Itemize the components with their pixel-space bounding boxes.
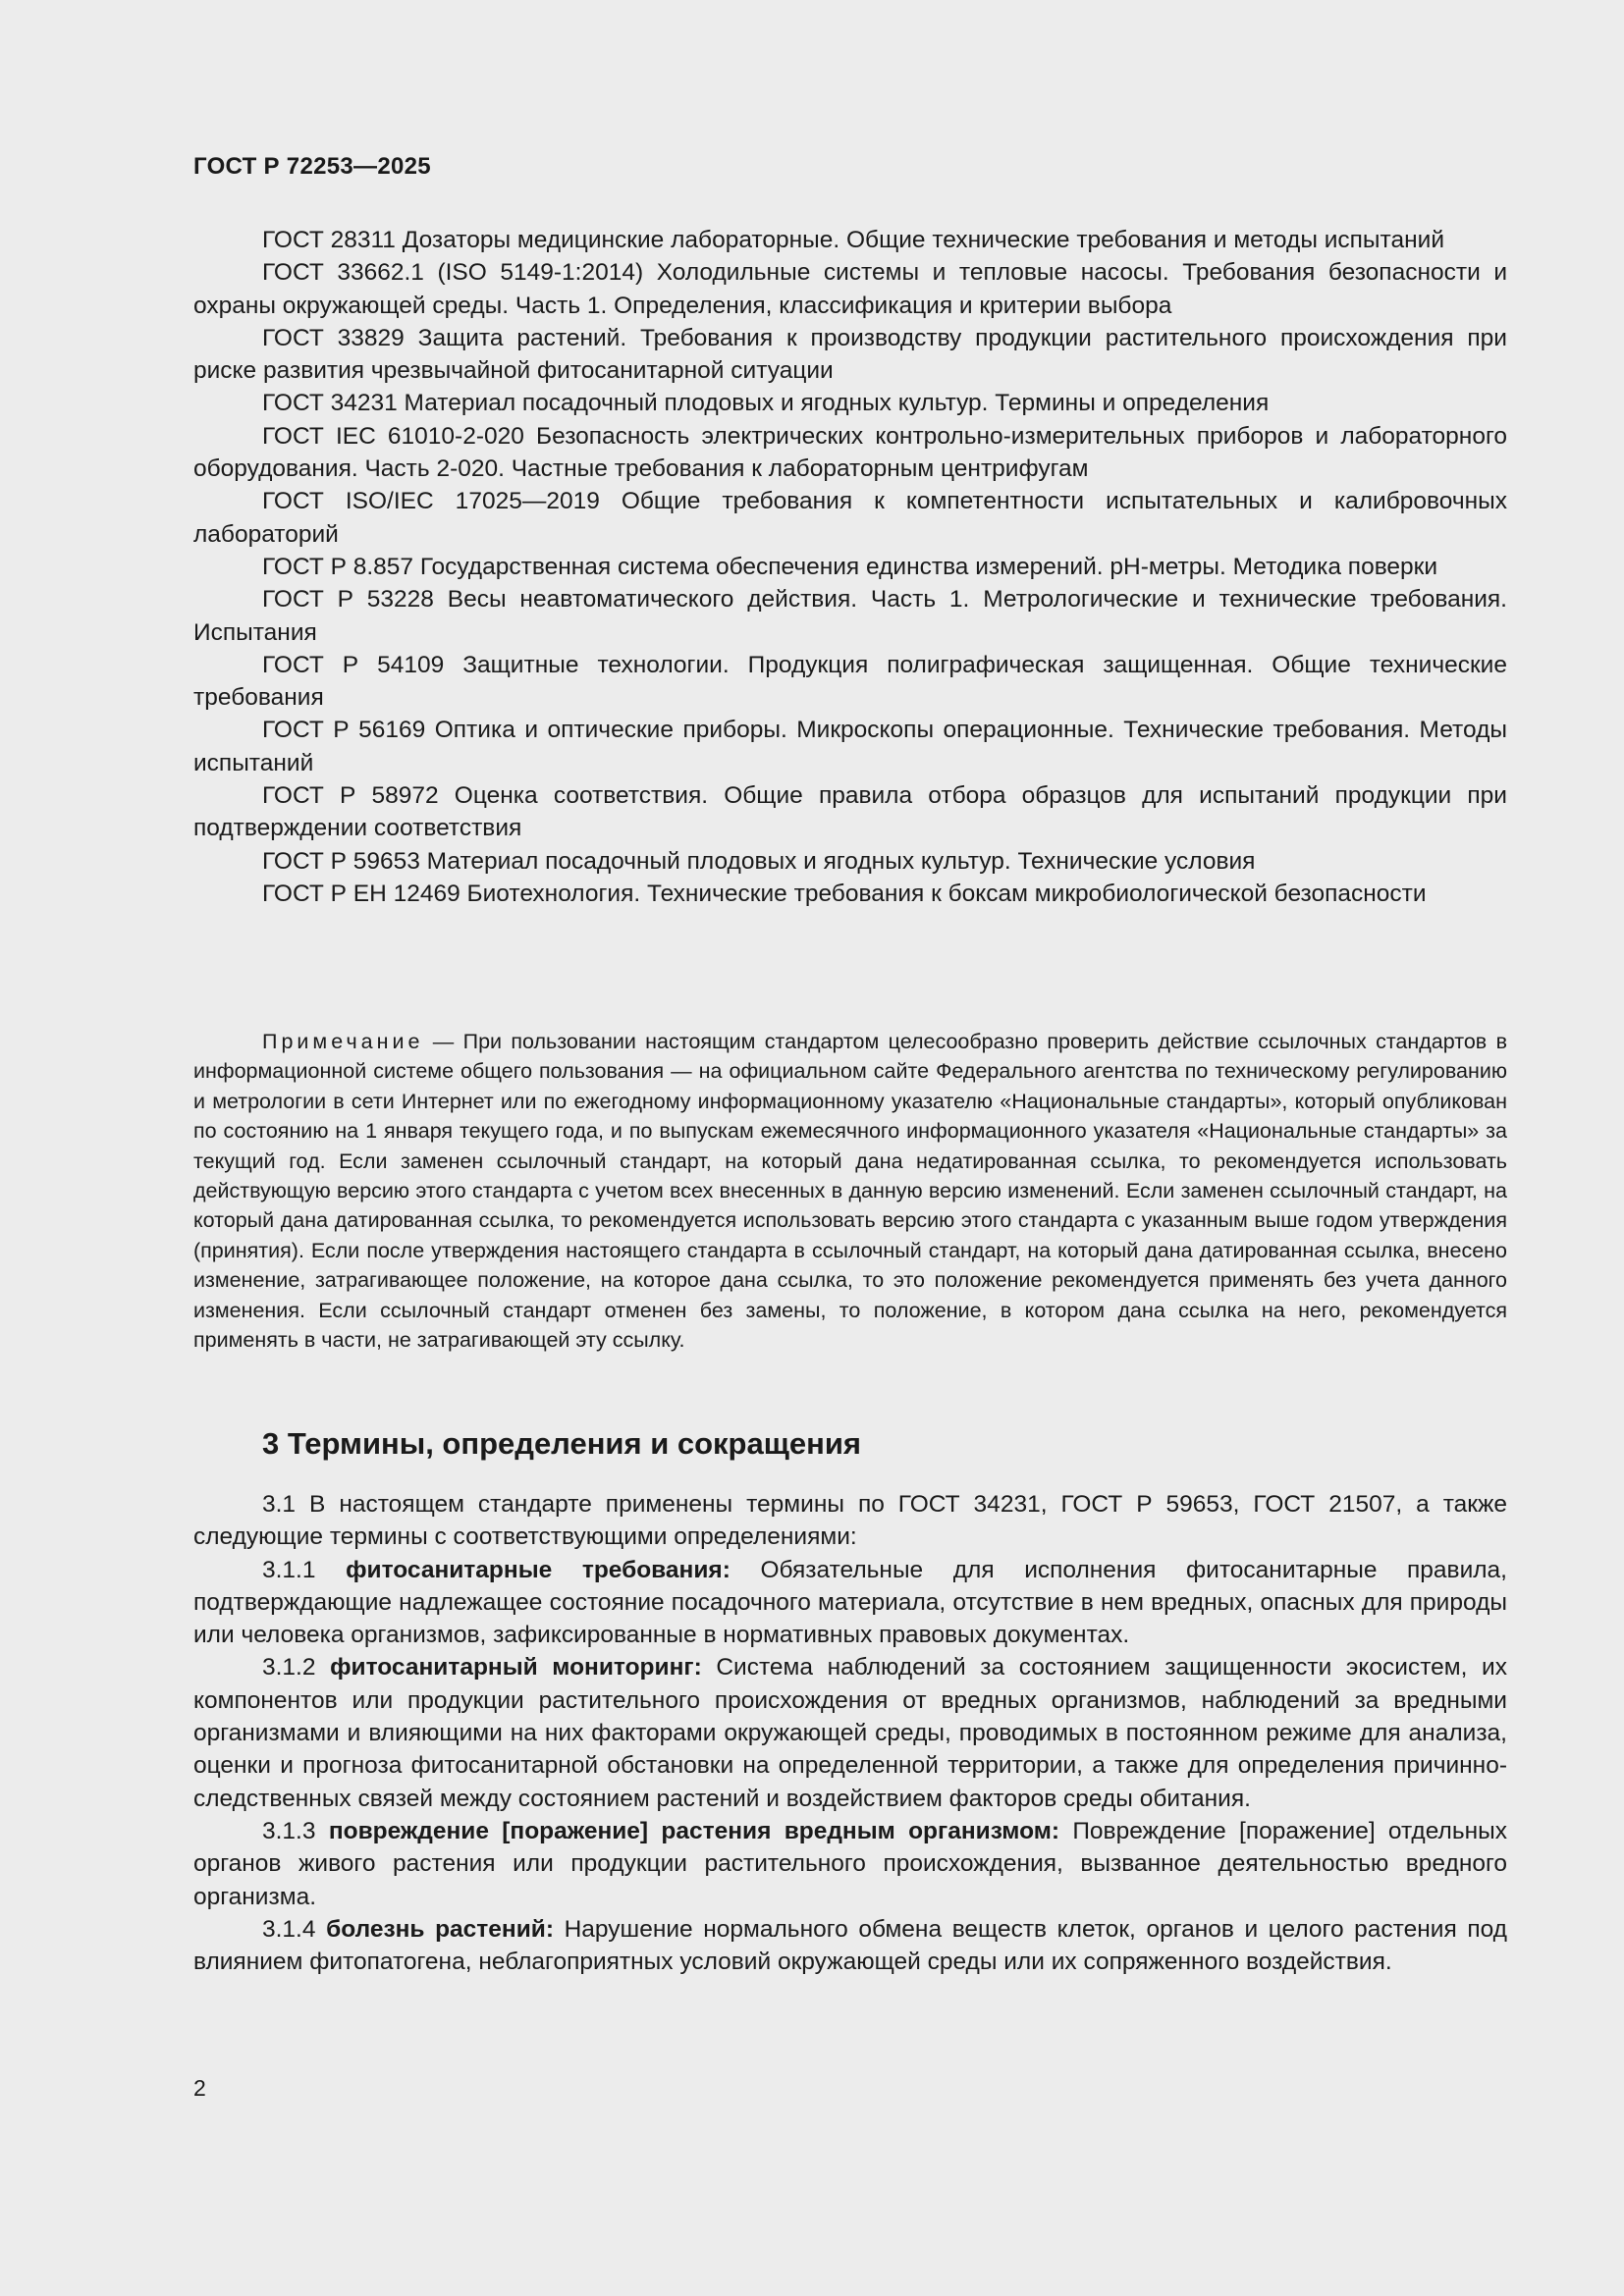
references-list <box>193 224 1507 910</box>
term-entry <box>193 1913 1507 1979</box>
term-name: фитосанитарный мониторинг: <box>330 1654 702 1682</box>
reference-item: ГОСТ 33829 Защита растений. Требования к производству продукции растительного происхождения при риске развития чрезвычайной фитосанитарной ситуации <box>193 324 1507 385</box>
term-definition: Обязательные для исполнения фитосанитарные правила, подтверждающие надлежащее состояние посадочного материала, отсутствие в нем вредных, опасных для природы или человека организмов, зафиксированные в нормативных правовых документах. <box>193 1556 1507 1649</box>
reference-item: ГОСТ ISO/IEC 17025—2019 Общие требования к компетентности испытательных и калибровочных лабораторий <box>193 488 1507 548</box>
reference-item: ГОСТ 28311 Дозаторы медицинские лабораторные. Общие технические требования и методы испытаний <box>262 227 1445 253</box>
reference-item: ГОСТ Р 58972 Оценка соответствия. Общие правила отбора образцов для испытаний продукции при подтверждении соответствия <box>193 782 1507 842</box>
term-name: фитосанитарные требования: <box>346 1556 731 1583</box>
term-number: 3.1.4 <box>262 1915 327 1943</box>
term-entry <box>193 1554 1507 1652</box>
reference-item: ГОСТ IEC 61010-2-020 Безопасность электрических контрольно-измерительных приборов и лабораторного оборудования. Часть 2-020. Частные требования к лабораторным центрифугам <box>193 422 1507 483</box>
term-number: 3.1.2 <box>262 1654 331 1682</box>
term-number: 3.1.3 <box>262 1817 329 1844</box>
term-definition: Повреждение [поражение] отдельных органов живого растения или продукции растительного происхождения, вызванное деятельностью вредного организма. <box>193 1817 1507 1910</box>
term-name: болезнь растений: <box>326 1915 555 1943</box>
section-title: 3 Термины, определения и сокращения <box>262 1426 861 1461</box>
term-name: повреждение [поражение] растения вредным организмом: <box>328 1817 1059 1844</box>
reference-item: ГОСТ 33662.1 (ISO 5149-1:2014) Холодильные системы и тепловые насосы. Требования безопасности и охраны окружающей среды. Часть 1. Определения, классификация и критерии выбора <box>193 259 1507 319</box>
document-header: ГОСТ Р 72253—2025 <box>193 153 431 180</box>
reference-item: ГОСТ Р 54109 Защитные технологии. Продукция полиграфическая защищенная. Общие технические требования <box>193 651 1507 712</box>
note-paragraph <box>193 1027 1507 1355</box>
term-entry <box>193 1815 1507 1913</box>
note-label: Примечание <box>262 1030 424 1053</box>
reference-item: ГОСТ Р 8.857 Государственная система обеспечения единства измерений. pH-метры. Методика поверки <box>262 553 1438 580</box>
reference-item: ГОСТ Р 56169 Оптика и оптические приборы. Микроскопы операционные. Технические требования. Методы испытаний <box>193 717 1507 776</box>
reference-item: ГОСТ Р 59653 Материал посадочный плодовых и ягодных культур. Технические условия <box>262 847 1256 875</box>
term-entry <box>193 1651 1507 1814</box>
reference-item: ГОСТ 34231 Материал посадочный плодовых и ягодных культур. Термины и определения <box>262 390 1270 417</box>
term-definition: Система наблюдений за состоянием защищенности экосистем, их компонентов или продукции растительного происхождения от вредных организмов, наблюдений за вредными организмами и влияющими на них факторами окружающей среды, проводимых в постоянном режиме для анализа, оценки и прогноза фитосанитарной обстановки на определенной территории, а также для определения причинно-следственных связей между состоянием растений и воздействием факторов среды обитания. <box>193 1654 1507 1812</box>
section-intro: 3.1 В настоящем стандарте применены термины по ГОСТ 34231, ГОСТ Р 59653, ГОСТ 21507, а также следующие термины с соответствующими определениями: <box>193 1491 1507 1551</box>
term-definition: Нарушение нормального обмена веществ клеток, органов и целого растения под влиянием фитопатогена, неблагоприятных условий окружающей среды или их сопряженного воздействия. <box>193 1915 1507 1976</box>
note-text: — При пользовании настоящим стандартом целесообразно проверить действие ссылочных стандартов в информационной системе общего пользования — на официальном сайте Федерального агентства по техническому регулированию и метрологии в сети Интернет или по ежегодному информационному указателю «Национальные стандарты», который опубликован по состоянию на 1 января текущего года, и по выпускам ежемесячного информационного указателя «Национальные стандарты» за текущий год. Если заменен ссылочный стандарт, на который дана недатированная ссылка, то рекомендуется использовать действующую версию этого стандарта с учетом всех внесенных в данную версию изменений. Если заменен ссылочный стандарт, на который дана датированная ссылка, то рекомендуется использовать версию этого стандарта с указанным выше годом утверждения (принятия). Если после утверждения настоящего стандарта в ссылочный стандарт, на который дана датированная ссылка, внесено изменение, затрагивающее положение, на которое дана ссылка, то это положение рекомендуется применять без учета данного изменения. Если ссылочный стандарт отменен без замены, то положение, в котором дана ссылка на него, рекомендуется применять в части, не затрагивающей эту ссылку. <box>193 1030 1507 1353</box>
reference-item: ГОСТ Р ЕН 12469 Биотехнология. Технические требования к боксам микробиологической безопасности <box>262 880 1427 907</box>
term-number: 3.1.1 <box>262 1556 347 1583</box>
section-body <box>193 1488 1507 1978</box>
reference-item: ГОСТ Р 53228 Весы неавтоматического действия. Часть 1. Метрологические и технические требования. Испытания <box>193 586 1507 646</box>
page-number: 2 <box>193 2075 206 2101</box>
